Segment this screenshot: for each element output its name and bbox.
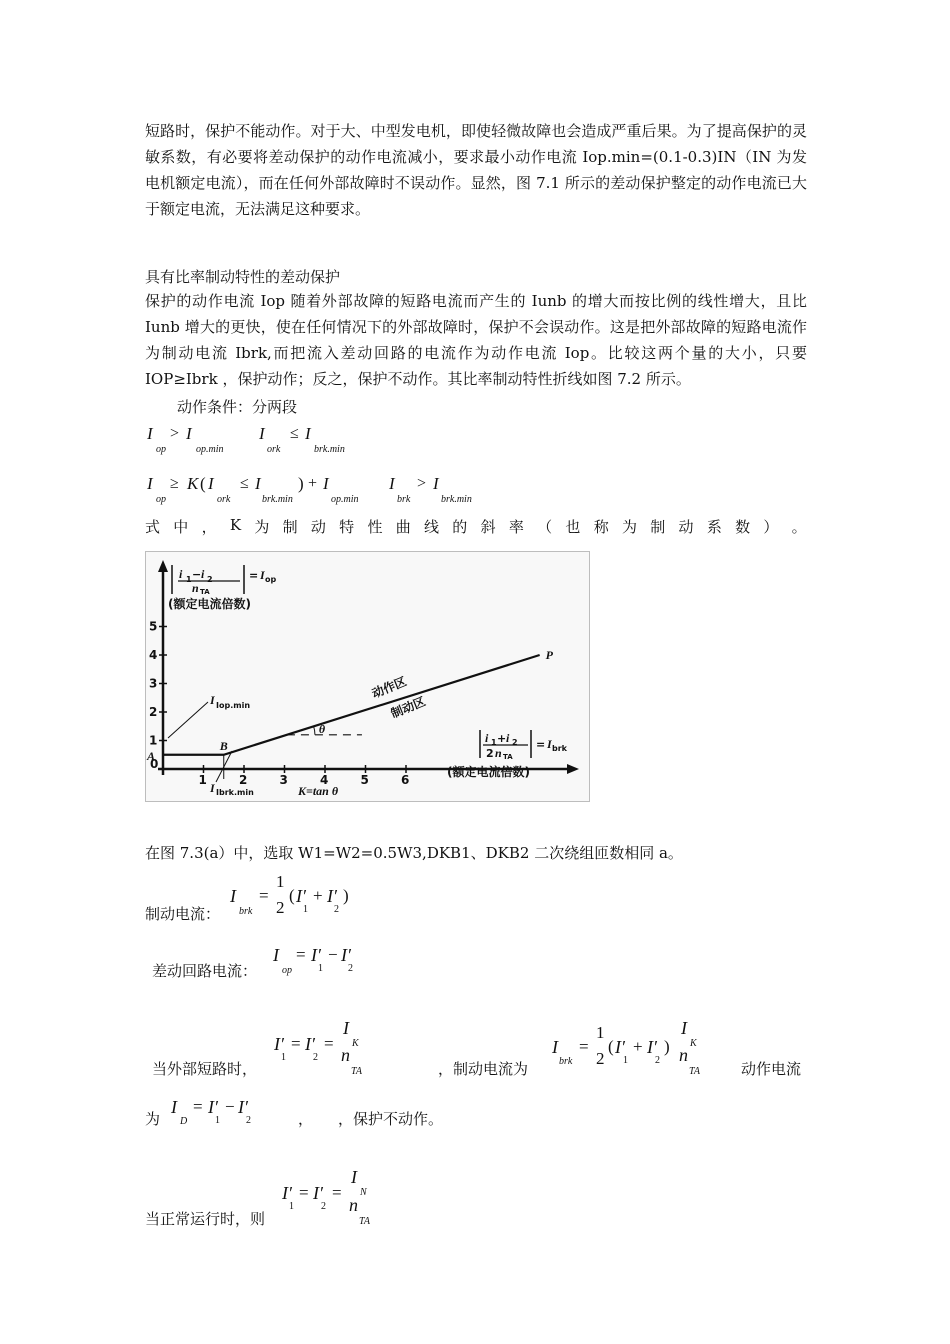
k-desc-char: 也 [565, 518, 581, 536]
svg-text:Ibrk.min: Ibrk.min [216, 788, 254, 797]
label-external-short: 当外部短路时， [152, 1060, 258, 1078]
k-desc-char: 系 [706, 518, 722, 536]
svg-text:+: + [497, 732, 507, 745]
k-desc-char: 动 [310, 518, 326, 536]
k-desc-char: 。 [791, 518, 807, 536]
svg-text:TA: TA [200, 588, 210, 596]
x-tick-label: 5 [360, 773, 369, 787]
y-axis-formula [172, 565, 276, 596]
paragraph-intro: 短路时，保护不能动作。对于大、中型发电机，即使轻微故障也会造成严重后果。为了提高保护的灵敏系数，有必要将差动保护的动作电流减小，要求最小动作电流 Iop.min=(0.1-0.3)IN（IN 为发电机额定电流），而在任何外部故障时不误动作。显然，图 7.1 所示的差动保护整定的动作电流已大于额定电流，无法满足这种要求。 [145, 122, 807, 218]
op-min-label: I [210, 693, 215, 707]
k-desc-char: 制 [282, 518, 298, 536]
theta-arc [314, 726, 315, 734]
k-desc-char: 斜 [480, 518, 496, 536]
svg-text:1: 1 [186, 575, 192, 584]
k-desc-char: 率 [508, 518, 524, 536]
x-tick-label: 1 [198, 773, 207, 787]
k-desc-char: 为 [621, 518, 637, 536]
k-desc-char: （ [537, 518, 553, 536]
theta-label: θ [318, 721, 326, 736]
label-action-current: 动作电流 [741, 1060, 802, 1078]
svg-text:n: n [192, 581, 199, 595]
label-diff-current: 差动回路电流： [152, 962, 258, 980]
label-normal-op: 当正常运行时，则 [145, 1210, 266, 1228]
svg-text:op: op [265, 575, 277, 584]
k-desc-char: 性 [367, 518, 383, 536]
svg-text:=: = [249, 569, 259, 582]
y-tick-label: 4 [149, 648, 158, 662]
svg-text:1: 1 [491, 738, 497, 747]
k-desc-char: 的 [452, 518, 468, 536]
svg-text:2: 2 [486, 747, 494, 760]
k-desc-char: 为 [254, 518, 270, 536]
k-desc-char: 式 [145, 518, 161, 536]
x-tick-label: 2 [239, 773, 248, 787]
svg-text:i: i [179, 567, 183, 581]
point-label-P: P [545, 648, 553, 662]
svg-text:i: i [485, 731, 489, 745]
k-desc-char: 数 [735, 518, 751, 536]
svg-text:−: − [192, 568, 202, 581]
svg-text:i: i [201, 567, 205, 581]
k-desc-char: ， [201, 518, 217, 536]
svg-text:Iop.min: Iop.min [216, 701, 251, 710]
svg-text:I: I [260, 568, 265, 582]
svg-text:2: 2 [207, 575, 213, 584]
svg-text:=: = [536, 738, 546, 751]
point-label-A: A [147, 748, 156, 763]
x-tick-label: 3 [279, 773, 288, 787]
section-title: 具有比率制动特性的差动保护 [145, 268, 341, 286]
svg-text:2: 2 [512, 738, 518, 747]
x-axis-arrow [567, 764, 579, 774]
action-condition: 动作条件：分两段 [177, 398, 298, 416]
k-desc-char: K [229, 516, 242, 534]
x-tick-label: 4 [320, 773, 329, 787]
k-formula: K=tan θ [298, 784, 339, 798]
y-axis-label: (额定电流倍数) [168, 597, 251, 611]
y-tick-label: 2 [149, 705, 158, 719]
k-desc-char: 称 [593, 518, 609, 536]
svg-text:i: i [506, 731, 510, 745]
k-desc-char: 动 [678, 518, 694, 536]
y-axis-arrow [158, 560, 168, 572]
op-min-leader [168, 702, 208, 738]
zone-action-label: 动作区 [369, 674, 409, 701]
svg-text:n: n [495, 746, 502, 760]
ratio-restraint-chart [145, 551, 590, 802]
svg-text:TA: TA [503, 753, 513, 761]
k-desc-char: 中 [173, 518, 189, 536]
brk-min-label: I [210, 781, 215, 795]
k-description [145, 516, 807, 537]
paragraph-figure-73: 在图 7.3(a）中，选取 W1=W2=0.5W3,DKB1、DKB2 二次绕组匝数相同 a。 [145, 844, 683, 862]
label-brake-current-is: ，制动电流为 [438, 1060, 529, 1078]
label-comma: ， [298, 1110, 314, 1128]
k-desc-char: 曲 [395, 518, 411, 536]
svg-text:I: I [547, 737, 552, 751]
k-desc-char: ） [763, 518, 779, 536]
label-wei: 为 [145, 1110, 161, 1128]
x-tick-label: 6 [401, 773, 410, 787]
k-desc-char: 线 [424, 518, 440, 536]
k-desc-char: 特 [339, 518, 355, 536]
paragraph-ratio-restraint: 保护的动作电流 Iop 随着外部故障的短路电流而产生的 Iunb 的增大而按比例的线性增大，且比 Iunb 增大的更快，使在任何情况下的外部故障时，保护不会误动作。这是把外部故障的短路电流作为制动电流 Ibrk,而把流入差动回路的电流作为动作电流 Iop。比较这两个量的大小，只要 IOP≥Ibrk ，保护动作；反之，保护不动作。其比率制动特性折线如图 7.2 所示。 [145, 292, 807, 388]
zone-restraint-label: 制动区 [388, 694, 428, 721]
origin-label: 0 [150, 757, 159, 771]
point-label-B: B [219, 738, 228, 753]
svg-text:brk: brk [552, 744, 567, 753]
y-tick-label: 3 [149, 676, 158, 691]
x-axis-label: (额定电流倍数) [447, 765, 530, 779]
label-no-act: ，保护不动作。 [338, 1110, 444, 1128]
x-axis-formula [480, 730, 568, 761]
y-tick-label: 1 [149, 733, 158, 748]
chart-svg [146, 552, 589, 801]
k-desc-char: 制 [650, 518, 666, 536]
label-brake-current: 制动电流： [145, 905, 221, 923]
y-tick-label: 5 [149, 619, 158, 634]
